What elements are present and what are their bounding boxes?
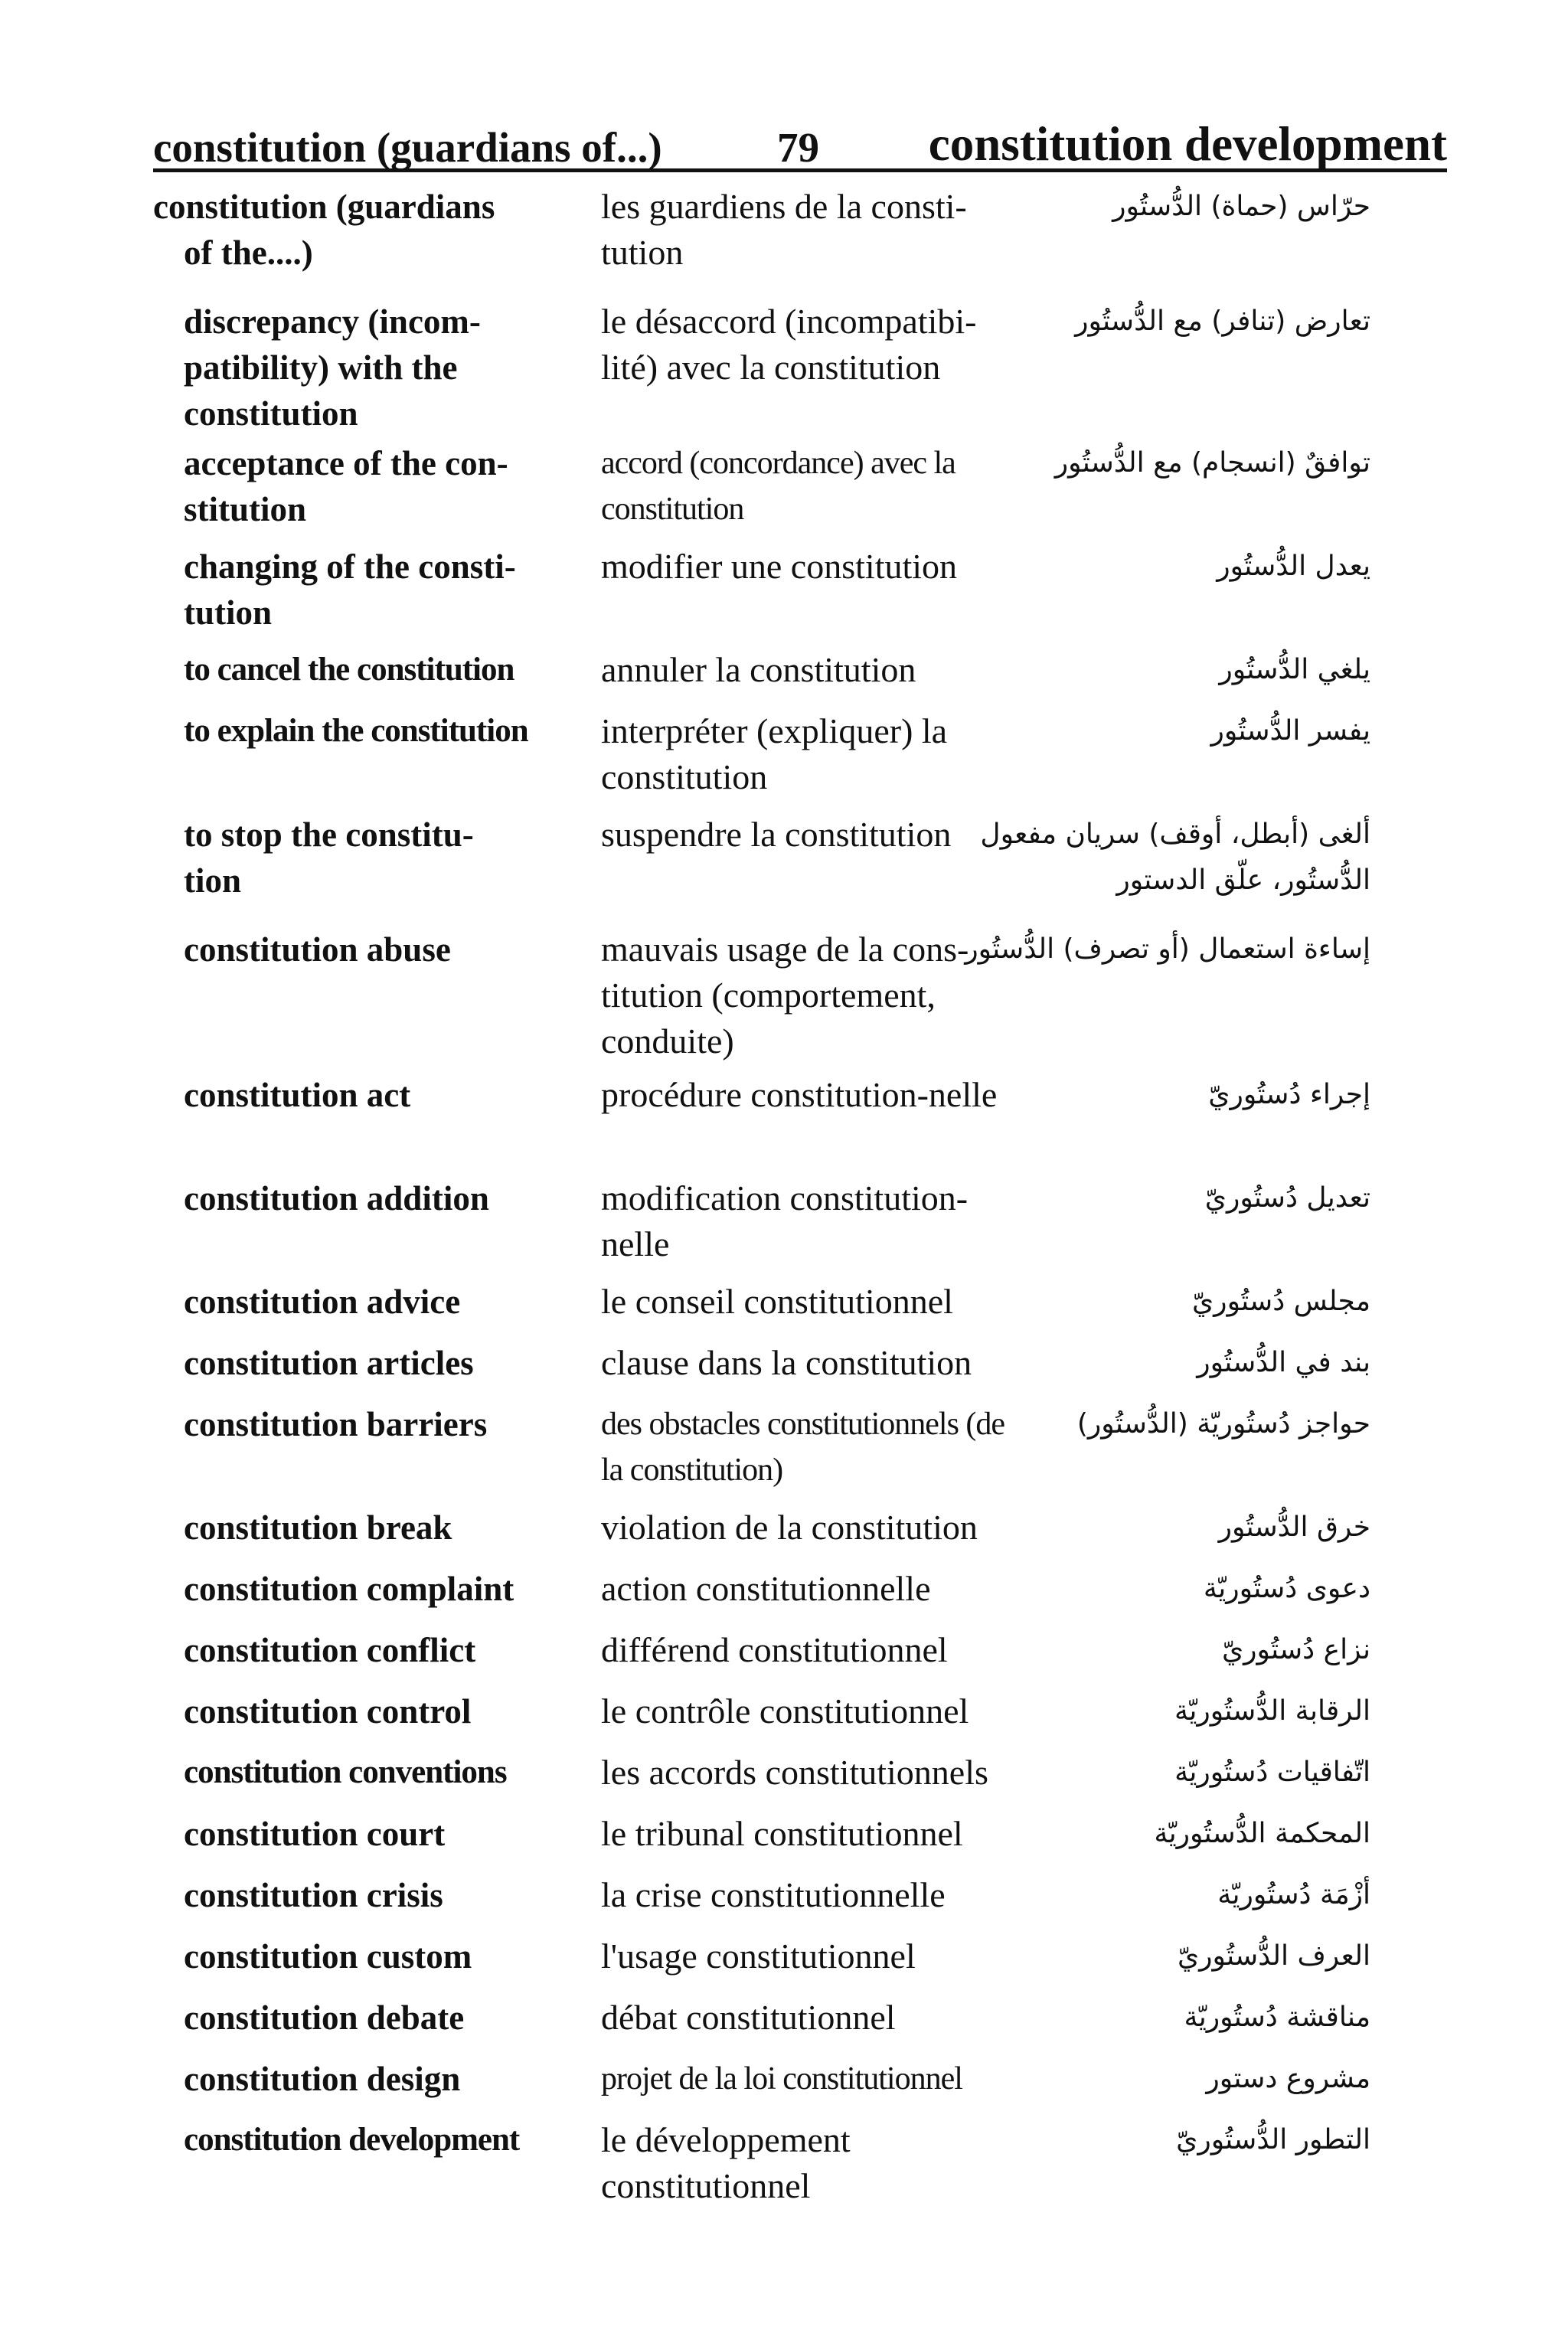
english-term (184, 440, 597, 532)
arabic-term: مجلس دُستُوريّ (1192, 1286, 1370, 1317)
arabic-term: نزاع دُستُوريّ (1221, 1634, 1370, 1665)
french-term: les accords constitutionnels (601, 1753, 988, 1792)
english-term (184, 1175, 597, 1221)
french-term: le tribunal constitutionnel (601, 1814, 963, 1853)
arabic-term: حرّاس (حماة) الدُّستُور (1112, 191, 1370, 222)
english-term-line: constitution debate (184, 1998, 465, 2037)
french-term: la crise constitutionnelle (601, 1875, 946, 1914)
english-term-line: to cancel the constitution (184, 652, 514, 688)
english-term (184, 1995, 597, 2041)
english-term-line: constitution act (184, 1076, 411, 1114)
arabic-term: ألغى (أبطل، أوقف) سريان مفعول الدُّستُور، علّق الدستور (980, 819, 1370, 896)
english-term-line: constitution design (184, 2060, 461, 2098)
arabic-term: مشروع دستور (1206, 2063, 1370, 2094)
french-term: clause dans la constitution (601, 1343, 972, 1382)
english-term (184, 1279, 597, 1325)
french-term: violation de la constitution (601, 1508, 978, 1547)
english-term (184, 1933, 597, 1979)
english-term-line: constitution (184, 394, 358, 433)
header-first-entry: constitution (guardians of...) (153, 124, 662, 171)
english-term-line: patibility) with the (184, 348, 458, 387)
english-term (153, 184, 567, 276)
english-term (184, 2056, 597, 2102)
running-header (153, 115, 1447, 172)
arabic-term: خرق الدُّستُور (1218, 1512, 1370, 1543)
english-term-line: constitution advice (184, 1283, 461, 1321)
english-term (184, 647, 597, 693)
english-term (184, 1688, 597, 1734)
french-term: accord (concordance) avec la constitution (601, 446, 956, 527)
english-term-line: to stop the constitu- (184, 815, 474, 854)
arabic-term: دعوى دُستُوريّة (1203, 1573, 1370, 1604)
french-term: le désaccord (incompatibi-lité) avec la constitution (601, 302, 977, 387)
french-term: modification constitution-nelle (601, 1178, 969, 1263)
english-term (184, 1566, 597, 1612)
english-term (184, 2117, 597, 2163)
english-term-line: tution (184, 593, 273, 632)
arabic-term: إجراء دُستُوريّ (1208, 1079, 1370, 1110)
english-term (184, 927, 597, 972)
english-term (184, 1811, 597, 1857)
english-term-line: constitution break (184, 1508, 452, 1547)
french-term: procédure constitution-nelle (601, 1075, 998, 1114)
english-term (184, 1872, 597, 1918)
arabic-term: أزْمَة دُستُوريّة (1217, 1879, 1370, 1910)
arabic-term: العرف الدُّستُوريّ (1177, 1940, 1370, 1972)
english-term (184, 1627, 597, 1673)
arabic-term: المحكمة الدُّستُوريّة (1154, 1818, 1370, 1849)
french-term: le conseil constitutionnel (601, 1282, 953, 1321)
english-term-line: discrepancy (incom- (184, 302, 481, 341)
arabic-term: إساءة استعمال (أو تصرف) الدُّستُور (965, 933, 1370, 965)
arabic-term: يعدل الدُّستُور (1217, 551, 1370, 582)
arabic-term: الرقابة الدُّستُوريّة (1174, 1695, 1370, 1727)
english-term-line: changing of the consti- (184, 547, 516, 586)
english-term (184, 708, 597, 754)
english-term-line: of the....) (184, 234, 313, 272)
arabic-term: تعديل دُستُوريّ (1204, 1182, 1370, 1214)
arabic-term: بند في الدُّستُور (1197, 1347, 1370, 1378)
english-term-line: constitution addition (184, 1179, 489, 1217)
english-term-line: constitution crisis (184, 1876, 443, 1914)
english-term (184, 812, 597, 904)
page-number: 79 (777, 124, 819, 171)
english-term-line: constitution development (184, 2122, 520, 2158)
arabic-term: التطور الدُّستُوريّ (1176, 2124, 1370, 2155)
arabic-term: يلغي الدُّستُور (1219, 654, 1370, 685)
english-term (184, 1072, 597, 1118)
french-term: différend constitutionnel (601, 1630, 948, 1669)
french-term: l'usage constitutionnel (601, 1936, 916, 1976)
english-term (184, 1340, 597, 1386)
arabic-term: توافقٌ (انسجام) مع الدُّستُور (1054, 447, 1370, 479)
french-term: les guardiens de la consti-tution (601, 187, 967, 272)
french-term: modifier une constitution (601, 547, 958, 586)
english-term-line: to explain the constitution (184, 713, 528, 749)
english-term-line: constitution control (184, 1692, 472, 1730)
english-term-line: constitution (guardians (153, 188, 495, 226)
french-term: le contrôle constitutionnel (601, 1691, 969, 1730)
french-term: annuler la constitution (601, 650, 916, 689)
arabic-term: مناقشة دُستُوريّة (1184, 2002, 1370, 2033)
arabic-term: حواجز دُستُوريّة (الدُّستُور) (1076, 1408, 1370, 1440)
english-term-line: constitution articles (184, 1344, 474, 1382)
english-term-line: constitution conflict (184, 1631, 476, 1669)
french-term: action constitutionnelle (601, 1569, 931, 1608)
english-term-line: constitution complaint (184, 1570, 514, 1608)
french-term: le développement constitutionnel (601, 2120, 851, 2205)
english-term (184, 299, 597, 436)
english-term (184, 544, 597, 636)
english-term (184, 1401, 597, 1447)
french-term: interpréter (expliquer) la constitution (601, 711, 948, 796)
french-term: suspendre la constitution (601, 815, 952, 854)
english-term-line: constitution custom (184, 1937, 472, 1976)
english-term-line: tion (184, 861, 242, 900)
french-term: projet de la loi constitutionnel (601, 2061, 962, 2097)
english-term-line: stitution (184, 490, 307, 528)
english-term (184, 1505, 597, 1551)
arabic-term: تعارض (تنافر) مع الدُّستُور (1075, 306, 1370, 337)
arabic-term: اتّفاقيات دُستُوريّة (1174, 1757, 1370, 1788)
english-term-line: constitution barriers (184, 1405, 488, 1443)
french-term: mauvais usage de la cons-titution (comportement, conduite) (601, 930, 969, 1061)
english-term-line: constitution court (184, 1815, 446, 1853)
french-term: des obstacles constitutionnels (de la constitution) (601, 1407, 1005, 1488)
english-term-line: acceptance of the con- (184, 444, 508, 482)
header-last-entry: constitution development (928, 117, 1447, 171)
english-term (184, 1750, 597, 1796)
arabic-term: يفسر الدُّستُور (1210, 715, 1370, 747)
english-term-line: constitution abuse (184, 930, 451, 969)
english-term-line: constitution conventions (184, 1754, 507, 1790)
french-term: débat constitutionnel (601, 1998, 896, 2037)
